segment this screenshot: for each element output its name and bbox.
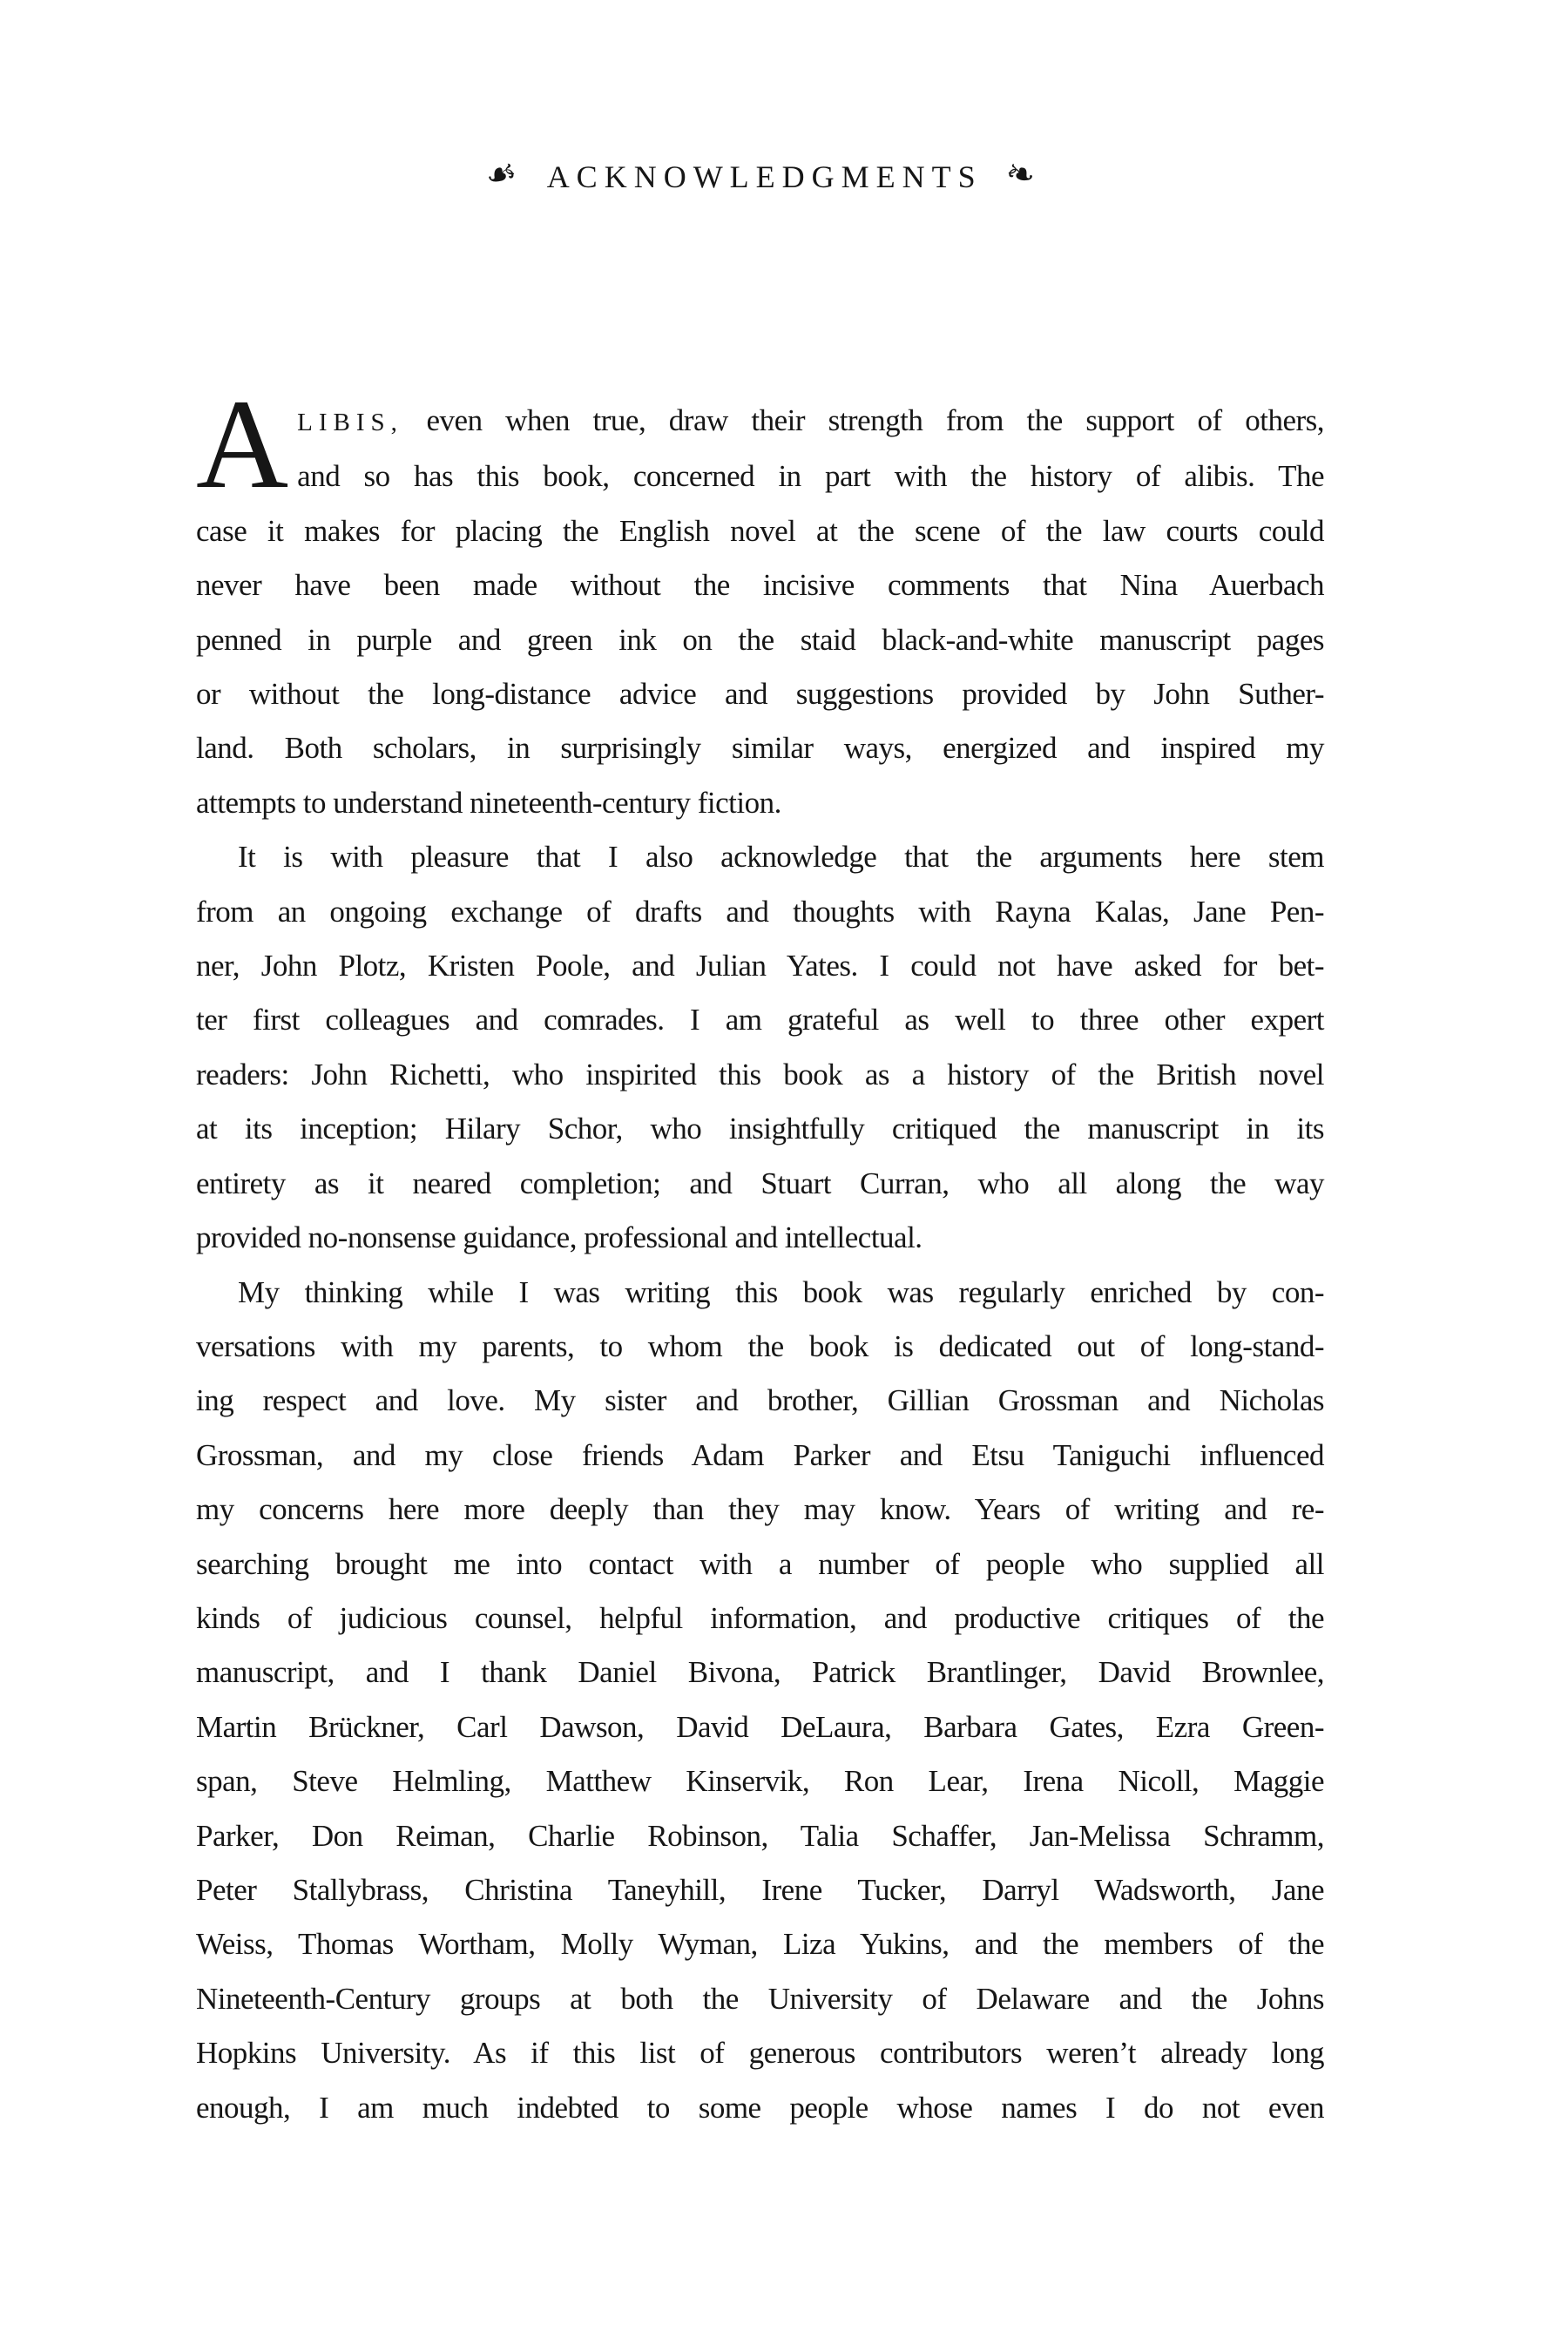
text-line: searching brought me into contact with a number of people who supplied all (196, 1546, 1324, 1581)
text-line: case it makes for placing the English novel at the scene of the law courts could (196, 513, 1324, 548)
text-line: My thinking while I was writing this book was regularly enriched by con- (238, 1274, 1324, 1309)
text-line: Parker, Don Reiman, Charlie Robinson, Talia Schaffer, Jan-Melissa Schramm, (196, 1818, 1324, 1853)
body-text (196, 373, 1324, 2135)
text-line: never have been made without the incisive comments that Nina Auerbach (196, 568, 1324, 603)
text-line: provided no-nonsense guidance, professional and intellectual. (196, 1220, 923, 1255)
paragraph-colleagues (196, 830, 1324, 1265)
text-line: Grossman, and my close friends Adam Parker and Etsu Taniguchi influenced (196, 1437, 1324, 1472)
text-line: my concerns here more deeply than they may know. Years of writing and re- (196, 1492, 1324, 1527)
paragraph-lines (196, 830, 1324, 1265)
text-line: Nineteenth-Century groups at both the University of Delaware and the Johns (196, 1981, 1324, 2016)
text-line: readers: John Richetti, who inspirited this book as a history of the British novel (196, 1057, 1324, 1092)
text-line: attempts to understand nineteenth-century fiction. (196, 785, 781, 820)
text-line: penned in purple and green ink on the staid black-and-white manuscript pages (196, 622, 1324, 657)
text-line: land. Both scholars, in surprisingly similar ways, energized and inspired my (196, 731, 1324, 766)
text-line: It is with pleasure that I also acknowledge that the arguments here stem (238, 840, 1324, 875)
text-line: Peter Stallybrass, Christina Taneyhill, Irene Tucker, Darryl Wadsworth, Jane (196, 1872, 1324, 1907)
text-line: from an ongoing exchange of drafts and thoughts with Rayna Kalas, Jane Pen- (196, 894, 1324, 929)
text-line: kinds of judicious counsel, helpful information, and productive critiques of the (196, 1600, 1324, 1635)
fleuron-left-icon: ☙ (481, 151, 521, 198)
fleuron-right-icon: ❧ (1001, 151, 1039, 198)
text-line: or without the long-distance advice and suggestions provided by John Suther- (196, 677, 1324, 712)
text-line: at its inception; Hilary Schor, who insightfully critiqued the manuscript in its (196, 1112, 1324, 1146)
page-title: ACKNOWLEDGMENTS (546, 159, 983, 194)
text-line: entirety as it neared completion; and Stuart Curran, who all along the way (196, 1166, 1324, 1200)
text-line: Martin Brückner, Carl Dawson, David DeLaura, Barbara Gates, Ezra Green- (196, 1709, 1324, 1744)
text-line: ner, John Plotz, Kristen Poole, and Julian Yates. I could not have asked for bet- (196, 949, 1324, 983)
text-line: versations with my parents, to whom the book is dedicated out of long-stand- (196, 1328, 1324, 1363)
paragraph-opening (196, 373, 1324, 830)
chapter-heading (196, 151, 1324, 198)
text-line: enough, I am much indebted to some people whose names I do not even (196, 2090, 1324, 2125)
paragraph-lines (196, 449, 1324, 830)
opening-line-rest: even when true, draw their strength from the support of others, (402, 403, 1324, 437)
text-line: and so has this book, concerned in part with the history of alibis. The (297, 459, 1324, 494)
text-line: ing respect and love. My sister and brother, Gillian Grossman and Nicholas (196, 1383, 1324, 1418)
paragraph-lines (196, 1266, 1324, 2136)
paragraph-thanks (196, 1266, 1324, 2136)
smallcaps-opening-word: LIBIS, (297, 409, 403, 436)
text-line: manuscript, and I thank Daniel Bivona, Patrick Brantlinger, David Brownlee, (196, 1655, 1324, 1690)
text-line: Hopkins University. As if this list of generous contributors weren’t already long (196, 2036, 1324, 2071)
dropcap-letter: A (196, 373, 289, 515)
text-line (196, 394, 1324, 449)
text-line: Weiss, Thomas Wortham, Molly Wyman, Liza Yukins, and the members of the (196, 1927, 1324, 1962)
text-line: ter first colleagues and comrades. I am grateful as well to three other expert (196, 1003, 1324, 1037)
text-line: span, Steve Helmling, Matthew Kinservik, Ron Lear, Irena Nicoll, Maggie (196, 1764, 1324, 1799)
